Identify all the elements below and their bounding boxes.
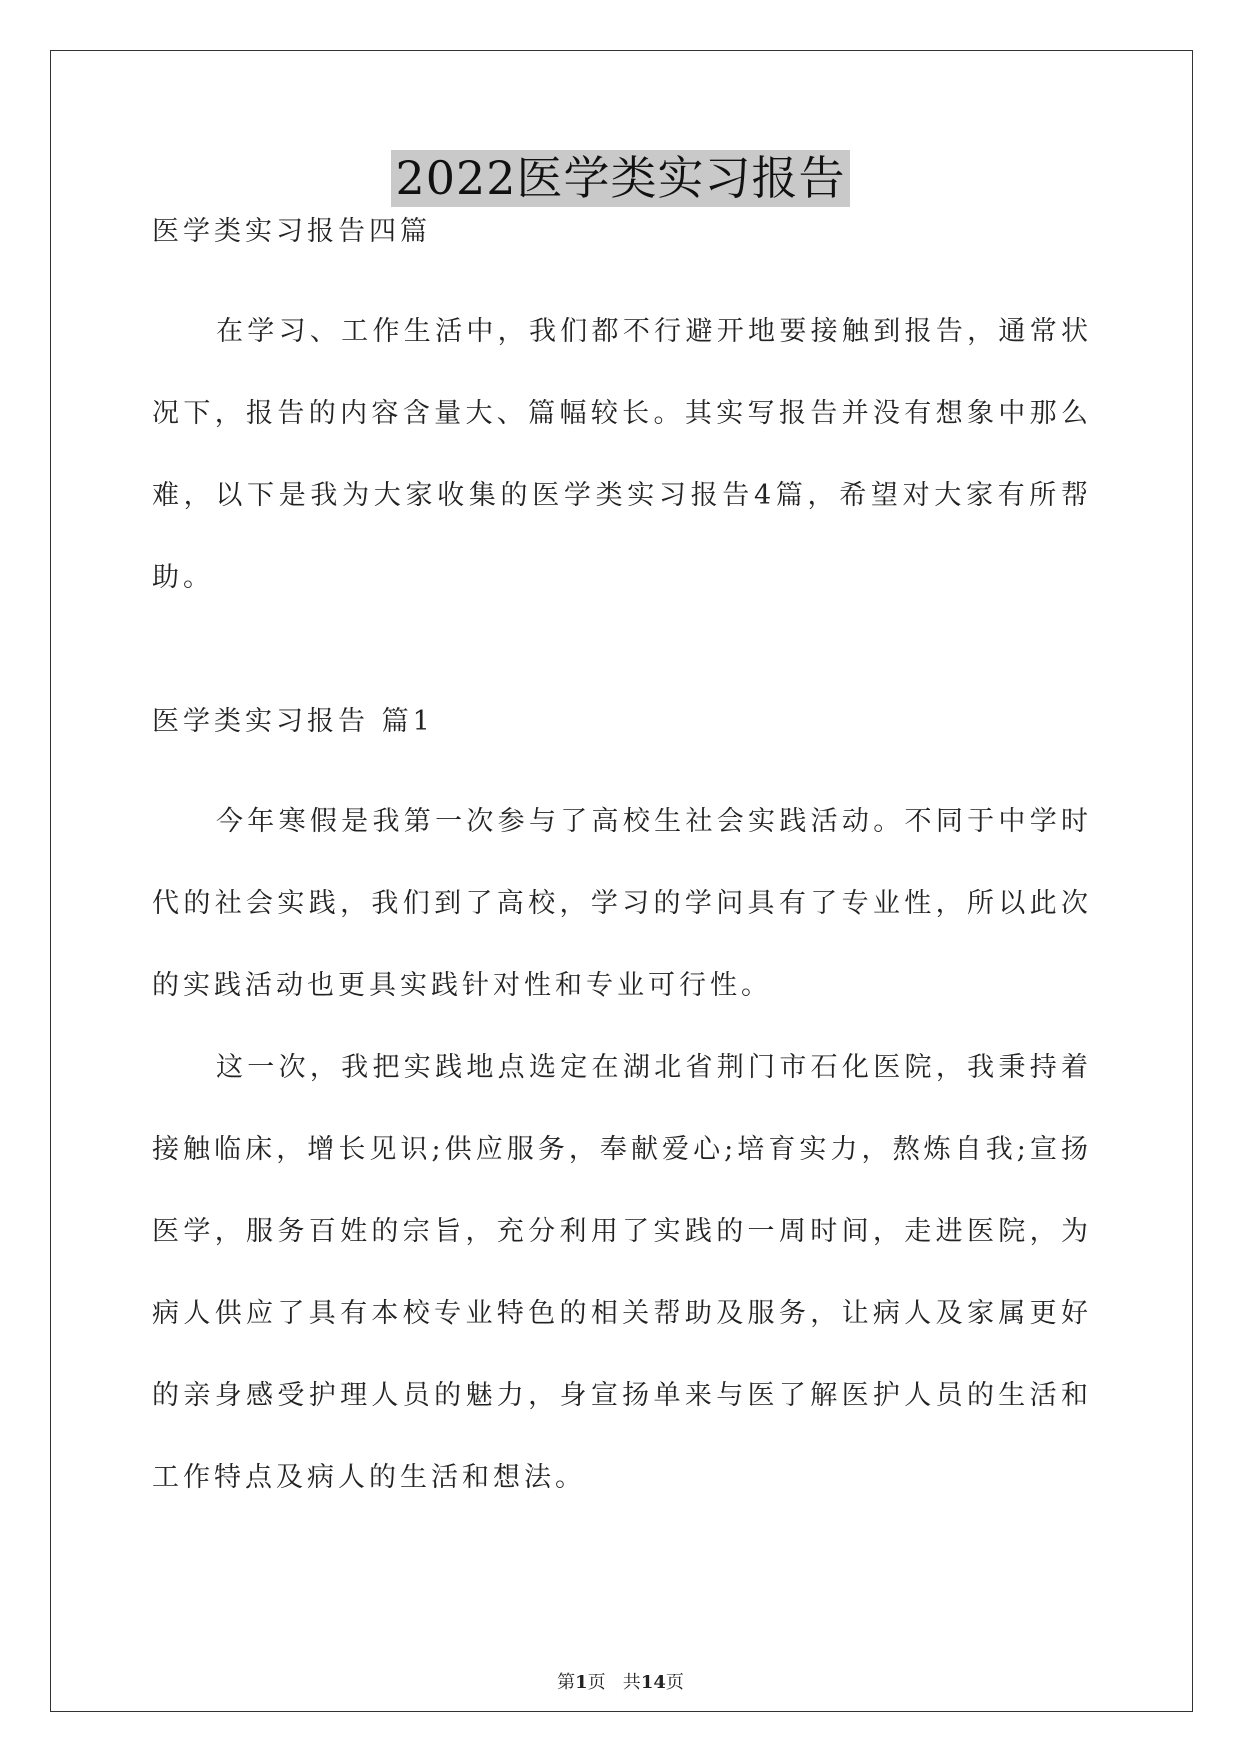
section-paragraph-2: 这一次，我把实践地点选定在湖北省荆门市石化医院，我秉持着接触临床，增长见识;供应服务，奉献爱心;培育实力，熬炼自我;宣扬医学，服务百姓的宗旨，充分利用了实践的一周时间，走进医院，为病人供应了具有本校专业特色的相关帮助及服务，让病人及家属更好的亲身感受护理人员的魅力，身宣扬单来与医了解医护人员的生活和工作特点及病人的生活和想法。	[152, 1052, 1092, 1493]
footer-suffix: 页	[665, 1672, 684, 1693]
section-heading: 医学类实习报告 篇1	[152, 706, 434, 737]
page-footer	[0, 1668, 1241, 1694]
document-subtitle: 医学类实习报告四篇	[152, 216, 431, 247]
footer-page-number: 1	[575, 1672, 588, 1693]
section-paragraph-1: 今年寒假是我第一次参与了高校生社会实践活动。不同于中学时代的社会实践，我们到了高校，学习的学问具有了专业性，所以此次的实践活动也更具实践针对性和专业可行性。	[152, 806, 1092, 1001]
footer-middle: 页 共	[587, 1672, 641, 1693]
title-container	[0, 150, 1241, 207]
intro-paragraph: 在学习、工作生活中，我们都不行避开地要接触到报告，通常状况下，报告的内容含量大、篇幅较长。其实写报告并没有想象中那么难，以下是我为大家收集的医学类实习报告4篇，希望对大家有所帮助。	[152, 316, 1092, 593]
footer-total-pages: 14	[640, 1672, 666, 1693]
document-title: 2022医学类实习报告	[391, 150, 849, 207]
footer-prefix: 第	[557, 1672, 576, 1693]
